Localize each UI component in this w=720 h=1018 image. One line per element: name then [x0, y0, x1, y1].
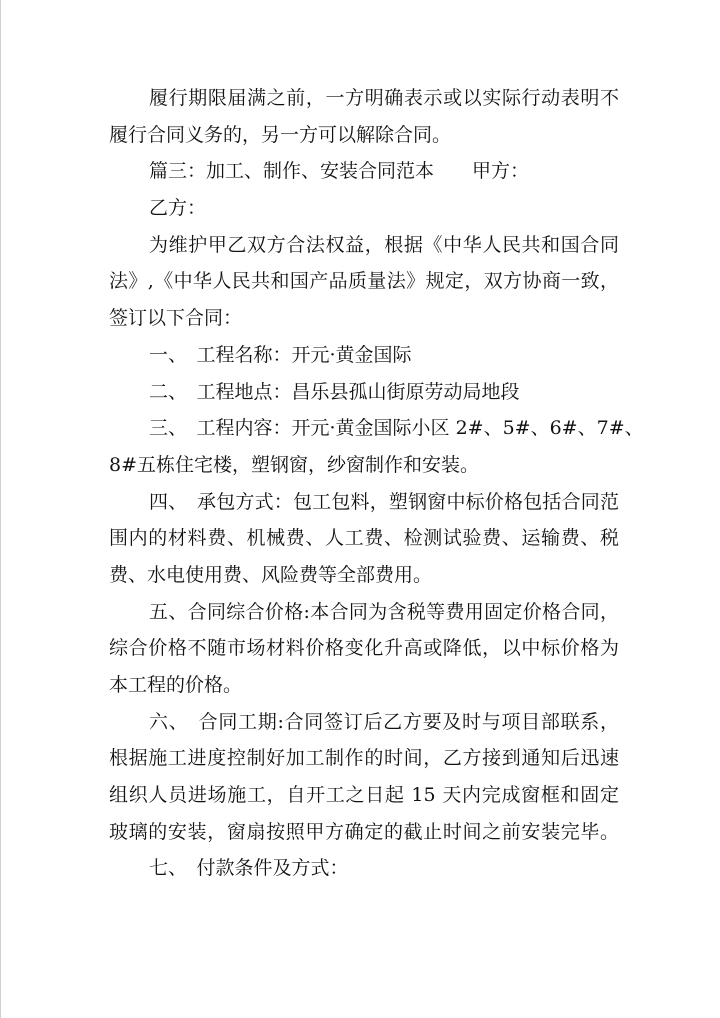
paragraph-line: 根据施工进度控制好加工制作的时间，乙方接到通知后迅速: [109, 747, 619, 770]
clause-project-name: 一、 工程名称：开元·黄金国际: [149, 343, 412, 366]
clause-contract-period: 六、 合同工期:合同签订后乙方要及时与项目部联系，: [149, 710, 619, 733]
clause-project-content: 三、 工程内容：开元·黄金国际小区 2#、5#、6#、7#、: [149, 417, 644, 440]
document-body: [109, 80, 644, 887]
paragraph-line: 围内的材料费、机械费、人工费、检测试验费、运输费、税: [109, 527, 619, 550]
section-heading-line: 篇三：加工、制作、安装合同范本 甲方：: [149, 160, 530, 183]
paragraph-line: 签订以下合同：: [109, 307, 243, 330]
paragraph-line: 费、水电使用费、风险费等全部费用。: [109, 563, 433, 586]
paragraph-line: 综合价格不随市场材料价格变化升高或降低，以中标价格为: [109, 637, 619, 660]
paragraph-line: 玻璃的安装，窗扇按照甲方确定的截止时间之前安装完毕。: [109, 820, 619, 843]
clause-payment-terms: 七、 付款条件及方式：: [149, 857, 349, 880]
paragraph-line: 本工程的价格。: [109, 674, 243, 696]
paragraph-line: 履行合同义务的，另一方可以解除合同。: [109, 123, 452, 146]
paragraph-line: 8#五栋住宅楼，塑钢窗，纱窗制作和安装。: [109, 453, 480, 476]
paragraph-line: 为维护甲乙双方合法权益，根据《中华人民共和国合同: [149, 233, 619, 256]
party-b-line: 乙方：: [149, 197, 207, 220]
clause-contract-price: 五、合同综合价格:本合同为含税等费用固定价格合同，: [149, 600, 619, 623]
paragraph-line: 组织人员进场施工，自开工之日起 15 天内完成窗框和固定: [109, 784, 619, 807]
paragraph-line: 履行期限届满之前，一方明确表示或以实际行动表明不: [149, 87, 619, 109]
clause-contract-method: 四、 承包方式：包工包料，塑钢窗中标价格包括合同范: [149, 490, 619, 513]
paragraph-line: 法》,《中华人民共和国产品质量法》规定，双方协商一致，: [109, 270, 619, 293]
clause-project-location: 二、 工程地点：昌乐县孤山街原劳动局地段: [149, 380, 520, 403]
